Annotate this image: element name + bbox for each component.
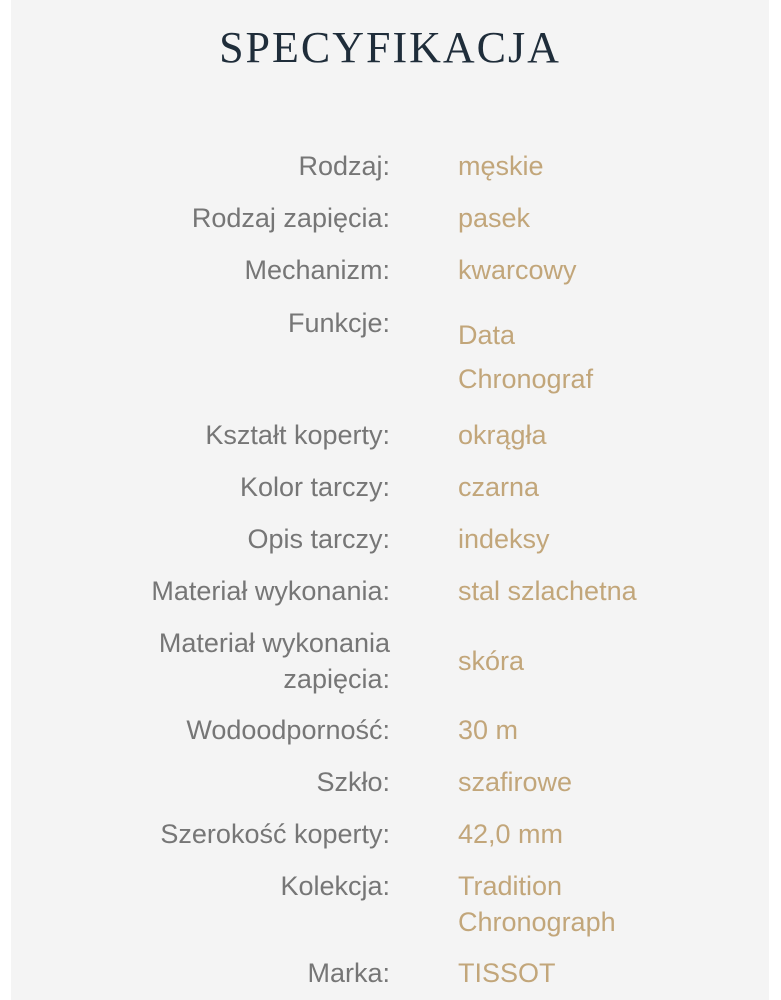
spec-label: Funkcje: <box>287 308 390 338</box>
spec-label: Marka: <box>307 958 390 988</box>
spec-label: Kolekcja: <box>280 871 390 901</box>
spec-label: Wodoodporność: <box>186 715 390 745</box>
spec-label: Rodzaj: <box>298 151 390 181</box>
section-title: SPECYFIKACJA <box>219 23 561 72</box>
spec-value-line: Data <box>458 320 516 350</box>
spec-value: stal szlachetna <box>458 576 637 606</box>
spec-value-line: Chronograph <box>458 907 616 937</box>
spec-label: Rodzaj zapięcia: <box>191 203 390 233</box>
spec-value: męskie <box>458 151 544 181</box>
spec-label: Opis tarczy: <box>247 524 390 554</box>
specification-panel <box>11 0 769 1000</box>
spec-value-line: Chronograf <box>458 364 594 394</box>
spec-value: szafirowe <box>458 767 573 797</box>
spec-label-line: zapięcia: <box>283 664 390 694</box>
spec-value: 30 m <box>458 715 519 745</box>
spec-label: Kolor tarczy: <box>239 472 390 502</box>
spec-value: skóra <box>458 646 525 676</box>
spec-list <box>11 0 769 1000</box>
spec-value: 42,0 mm <box>458 819 564 849</box>
spec-value: TISSOT <box>458 958 556 988</box>
spec-value: kwarcowy <box>458 255 577 285</box>
spec-label <box>11 625 390 697</box>
spec-label: Kształt koperty: <box>205 420 390 450</box>
spec-label: Szkło: <box>316 767 390 797</box>
spec-value-list <box>458 313 758 401</box>
spec-value-line: Tradition <box>458 871 563 901</box>
spec-label: Szerokość koperty: <box>160 819 390 849</box>
spec-value: okrągła <box>458 420 547 450</box>
spec-value: indeksy <box>458 524 550 554</box>
spec-label-line: Materiał wykonania <box>158 628 390 658</box>
spec-value: pasek <box>458 203 531 233</box>
spec-value: czarna <box>458 472 540 502</box>
spec-label: Mechanizm: <box>244 255 390 285</box>
spec-label: Materiał wykonania: <box>151 576 390 606</box>
spec-value-list <box>458 868 758 940</box>
